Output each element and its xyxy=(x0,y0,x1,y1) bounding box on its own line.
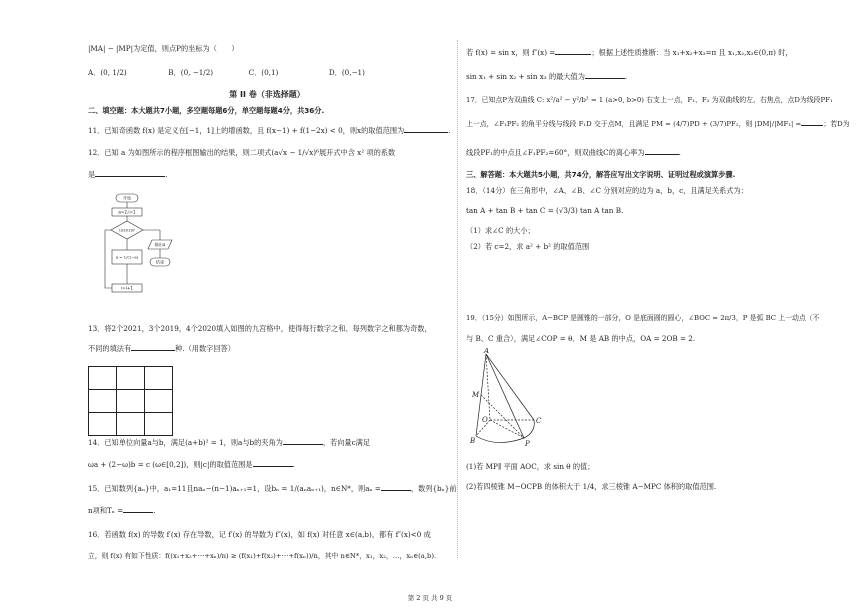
question-14-line2: ωa + (2−ω)b = c (ω∈[0,2])，则|c|的取值范围是 . xyxy=(88,460,295,469)
section-heading-solutions: 三、解答题：本大题共5小题，共74分，解答应写出文字说明、证明过程或演算步骤. xyxy=(466,170,736,179)
flow-init-label: a=2,i=1 xyxy=(118,209,136,215)
answer-blank[interactable] xyxy=(404,132,448,133)
flow-output-label: 输出a xyxy=(154,242,166,247)
question-16-line2: 立，则 f(x) 有如下性质：f((x₁+x₂+⋯+xₙ)/n) ≥ (f(x₁)+f(x₂)+⋯+f(xₙ))/n，其中 n∈N*，x₁，x₂，…，xₙ∈(a,b). xyxy=(88,552,437,560)
question-18-part1: （1）求∠C 的大小； xyxy=(466,226,535,235)
question-15: 15．已知数列{aₙ}中，a₁=11且naₙ−(n−1)aₙ₊₁=1，设bₙ = 1/(aₙaₙ₊₁)，n∈N*，则aₙ = ，数列{bₙ}前 xyxy=(88,484,457,493)
question-12: 12．已知 a 为如图所示的程序框图输出的结果，则二项式(a√x − 1/√x)⁶展开式中含 x² 项的系数 xyxy=(88,148,396,157)
answer-blank[interactable] xyxy=(283,444,323,445)
question-13: 13．将2个2021，3个2019，4个2020填入如图的九宫格中，使得每行数字之和、每列数字之和都为奇数， xyxy=(88,324,432,333)
edge-AP xyxy=(486,354,524,438)
label-O: O xyxy=(482,416,488,424)
grid-cell[interactable] xyxy=(117,390,145,413)
option-d[interactable]: D．(0,−1) xyxy=(328,68,365,77)
question-14: 14．已知单位向量a与b，满足(a+b)² = 1，则a与b的夹角为 ，若向量c满足 xyxy=(88,438,371,447)
question-17-line2: 上一点，∠F₁PF₂ 的角平分线与线段 F₁D 交于点M，且满足 PM = (4/7)PD + (3/7)PF₂，则 |DM|/|MF₁| = ；若D为 xyxy=(466,120,850,128)
answer-options xyxy=(88,68,407,77)
grid-cell[interactable] xyxy=(145,367,173,390)
grid-cell[interactable] xyxy=(145,413,173,436)
program-flowchart xyxy=(102,192,192,308)
grid-cell[interactable] xyxy=(89,413,117,436)
question-18-equation: tan A + tan B + tan C = (√3/3) tan A tan B. xyxy=(466,206,624,215)
label-C: C xyxy=(536,417,542,425)
grid-cell[interactable] xyxy=(89,390,117,413)
question-16-continued: 若 f(x) = sin x，则 f″(x) = ；根据上述性质推断：当 x₁+x₂+x₃=π 且 x₁,x₂,x₃∈(0,π) 时， xyxy=(466,48,793,57)
flow-increment-label: i=i+1 xyxy=(120,285,134,291)
edge-AO xyxy=(486,354,490,420)
question-13-answer: 不同的填法有 种.（用数字回答） xyxy=(88,344,235,353)
answer-blank[interactable] xyxy=(381,490,411,491)
option-a[interactable]: A．(0, 1/2) xyxy=(88,68,127,77)
option-b[interactable]: B．(0, −1/2) xyxy=(168,68,214,77)
answer-blank[interactable] xyxy=(131,350,175,351)
answer-blank[interactable] xyxy=(585,78,625,79)
grid-cell[interactable] xyxy=(145,390,173,413)
question-16-max: sin x₁ + sin x₂ + sin x₃ 的最大值为 . xyxy=(466,72,628,81)
grid-cell[interactable] xyxy=(117,367,145,390)
answer-blank[interactable] xyxy=(253,466,293,467)
label-B: B xyxy=(470,437,476,445)
label-M: M xyxy=(472,391,480,399)
question-19-line2: 与 B、C 重合），满足∠COP = θ．M 是 AB 的中点，OA = 2OB = 2. xyxy=(466,334,696,343)
question-18: 18．（14分）在三角形中，∠A、∠B、∠C 分别对应的边为 a，b，c，且满足关系式为： xyxy=(466,186,748,195)
question-18-part2: （2）若 c=2，求 a² + b² 的取值范围 xyxy=(466,242,590,251)
question-19-part2: (2)若四棱锥 M−OCPB 的体积大于 1/4，求三棱锥 A−MPC 体积的取值范围. xyxy=(466,482,717,491)
question-11: 11．已知奇函数 f(x) 是定义在[−1，1]上的增函数，且 f(x−1) + f(1−2x) < 0，则x的取值范围为 . xyxy=(88,126,451,135)
cone-figure xyxy=(466,348,566,458)
question-19: 19．（15分）如图所示，A−BCP 是圆锥的一部分，O 是底面圆的圆心，∠BOC = 2π/3，P 是弧 BC 上一动点（不 xyxy=(466,314,820,322)
grid-cell[interactable] xyxy=(89,367,117,390)
answer-blank[interactable] xyxy=(555,54,591,55)
edge-OP xyxy=(490,420,524,438)
section-heading-fill-blank: 二、填空题：本大题共7小题，多空题每题6分，单空题每题4分，共36分. xyxy=(88,106,325,115)
grid-cell[interactable] xyxy=(117,413,145,436)
option-c[interactable]: C．(0,1) xyxy=(248,68,279,77)
label-P: P xyxy=(525,440,530,448)
answer-blank[interactable] xyxy=(645,154,679,155)
answer-blank[interactable] xyxy=(801,125,823,126)
label-A: A xyxy=(484,348,490,355)
nine-grid xyxy=(88,366,173,436)
question-fragment-top: |MA| − |MP|为定值，则点P的坐标为（ ） xyxy=(88,44,239,53)
part-title: 第 II 卷（非选择题） xyxy=(229,90,305,99)
answer-blank[interactable] xyxy=(95,176,165,177)
page-footer: 第 2 页 共 9 页 xyxy=(407,594,453,602)
flow-end-label: 结束 xyxy=(155,259,165,265)
flow-assign-label: a = 1/(1−a) xyxy=(115,254,139,260)
column-divider xyxy=(457,40,458,558)
flow-condition-label: i≤2019? xyxy=(119,227,135,233)
answer-blank[interactable] xyxy=(123,512,153,513)
question-17: 17．已知点P为双曲线 C: x²/a² − y²/b² = 1 (a>0, b>0) 右支上一点，F₁、F₂ 为双曲线的左、右焦点，点D为线段PF₁ xyxy=(466,96,833,104)
flow-start-label: 开始 xyxy=(122,195,132,201)
question-12-answer: 是 . xyxy=(88,170,168,179)
question-16: 16．若函数 f(x) 的导数 f′(x) 存在导数，记 f′(x) 的导数为 f″(x)，如 f(x) 对任意 x∈(a,b)，都有 f″(x)<0 成 xyxy=(88,530,431,539)
edge-AC xyxy=(486,354,534,420)
question-19-part1: (1)若 MP∥ 平面 AOC，求 sin θ 的值； xyxy=(466,462,595,471)
question-17-line3: 线段PF₁的中点且∠F₁PF₂=60°，则双曲线C的离心率为 . xyxy=(466,148,681,157)
question-15-line2: n项和Tₙ = . xyxy=(88,506,156,515)
